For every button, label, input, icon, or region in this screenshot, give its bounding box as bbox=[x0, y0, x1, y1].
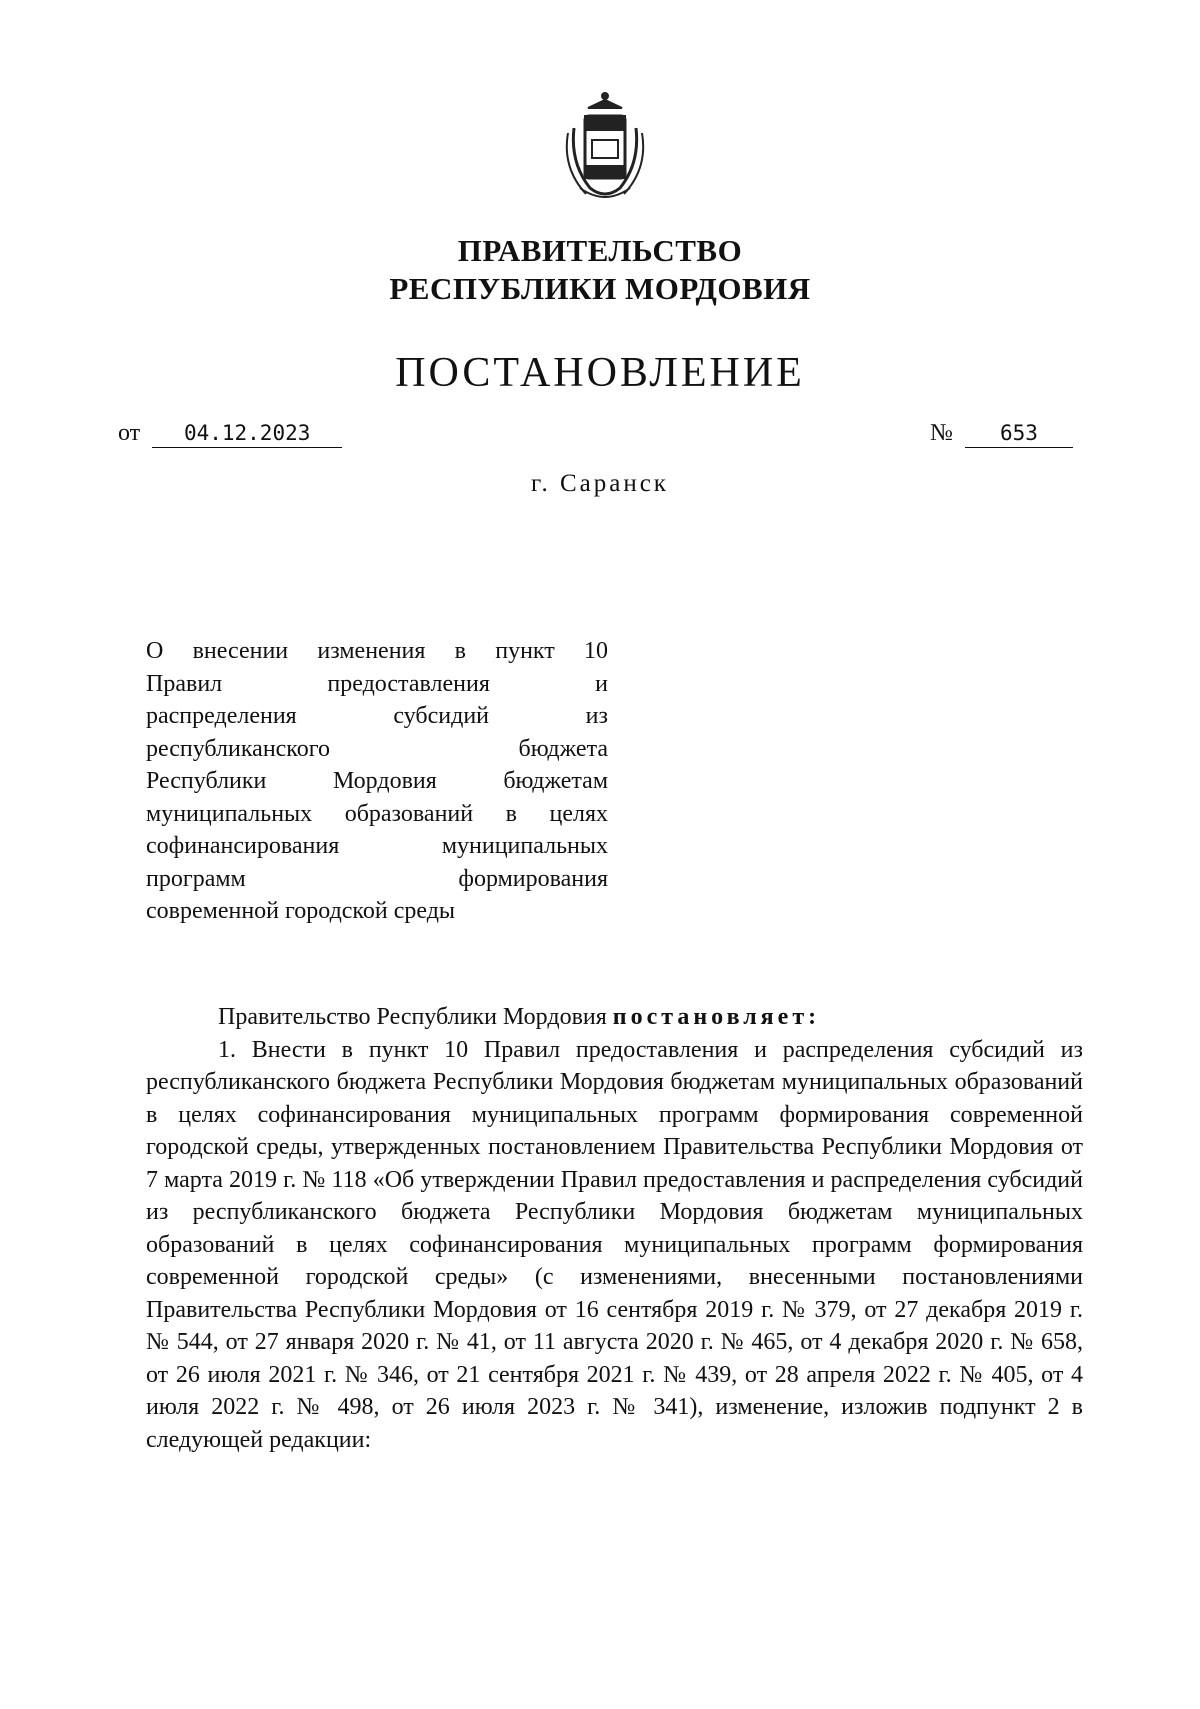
paragraph-1: 1. Внести в пункт 10 Правил предоставления и распределения субсидий из республиканского бюджета Республики Мордовия бюджетам муниципальных образований в целях софинансирования муниципальных программ формирования современной городской среды, утвержденных постановлением Правительства Республики Мордовия от 7 марта 2019 г. № 118 «Об утверждении Правил предоставления и распределения субсидий из республиканского бюджета Республики Мордовия бюджетам муниципальных образований в целях софинансирования муниципальных программ формирования современной городской среды» (с изменениями, внесенными постановлениями Правительства Республики Мордовия от 16 сентября 2019 г. № 379, от 27 декабря 2019 г. № 544, от 27 января 2020 г. № 41, от 11 августа 2020 г. № 465, от 4 декабря 2020 г. № 658, от 26 июля 2021 г. № 346, от 21 сентября 2021 г. № 439, от 28 апреля 2022 г. № 405, от 4 июля 2022 г. № 498, от 26 июля 2023 г. № 341), изменение, изложив подпункт 2 в следующей редакции: bbox=[146, 1036, 1083, 1453]
document-date bbox=[118, 418, 342, 448]
subject-line: современной городской среды bbox=[146, 898, 456, 924]
subject-line: распределения субсидий из bbox=[146, 703, 608, 729]
intro-paragraph bbox=[146, 1001, 1083, 1034]
number-value: 653 bbox=[965, 421, 1073, 448]
subject-line: Республики Мордовия бюджетам bbox=[146, 768, 608, 794]
subject-line: Правил предоставления и bbox=[146, 670, 608, 697]
subject-line: республиканского бюджета bbox=[146, 735, 608, 762]
date-value: 04.12.2023 bbox=[152, 421, 342, 448]
government-name-line1: ПРАВИТЕЛЬСТВО bbox=[457, 233, 743, 268]
subject-line: О внесении изменения в пункт 10 bbox=[146, 638, 608, 664]
subject-line: софинансирования муниципальных bbox=[146, 833, 608, 859]
coat-of-arms-icon bbox=[550, 88, 660, 208]
government-name-line2: РЕСПУБЛИКИ МОРДОВИЯ bbox=[389, 271, 811, 306]
date-label: от bbox=[118, 420, 141, 446]
document-subject bbox=[146, 635, 608, 928]
document-type-title: ПОСТАНОВЛЕНИЕ bbox=[395, 350, 805, 396]
city-name: г. Саранск bbox=[531, 470, 669, 497]
document-number bbox=[930, 418, 1073, 448]
intro-text: Правительство Республики Мордовия bbox=[218, 1004, 613, 1030]
intro-verb: постановляет: bbox=[612, 1004, 821, 1030]
document-body bbox=[146, 1001, 1083, 1456]
number-label: № bbox=[930, 420, 953, 446]
subject-line: муниципальных образований в целях bbox=[146, 800, 608, 827]
subject-line: программ формирования bbox=[146, 865, 608, 892]
